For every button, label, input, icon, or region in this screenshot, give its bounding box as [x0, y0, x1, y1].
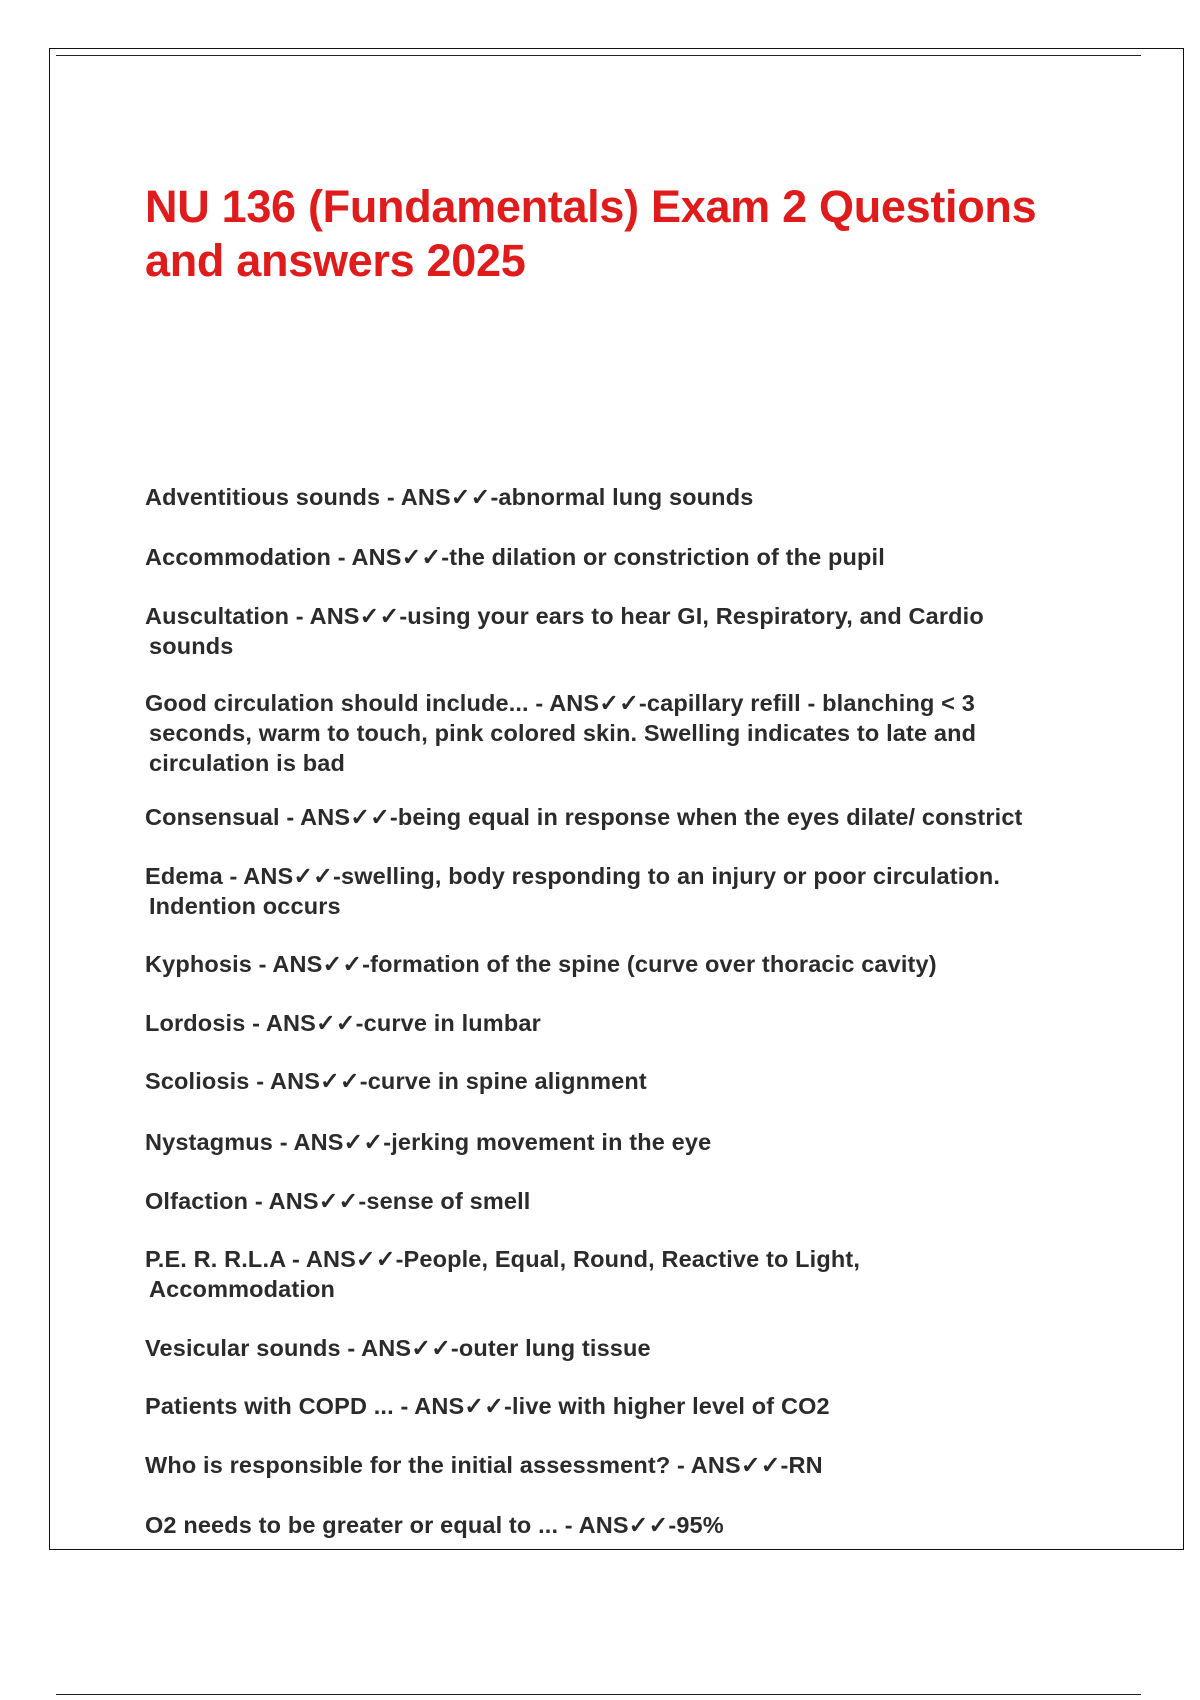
qa-line: Accommodation — [149, 1276, 336, 1302]
qa-item — [145, 1127, 1085, 1157]
qa-item — [145, 1186, 1085, 1216]
qa-item — [145, 861, 1085, 921]
qa-line: Consensual - ANS✓✓-being equal in response when the eyes dilate/ constrict — [145, 804, 1023, 830]
qa-line: P.E. R. R.L.A - ANS✓✓-People, Equal, Round, Reactive to Light, — [145, 1246, 861, 1272]
qa-line: Adventitious sounds - ANS✓✓-abnormal lung sounds — [145, 484, 754, 510]
qa-line: Auscultation - ANS✓✓-using your ears to hear GI, Respiratory, and Cardio — [145, 603, 984, 629]
qa-line: Scoliosis - ANS✓✓-curve in spine alignment — [145, 1068, 647, 1094]
qa-line: Nystagmus - ANS✓✓-jerking movement in the eye — [145, 1129, 712, 1155]
qa-item — [145, 802, 1085, 832]
qa-line: Vesicular sounds - ANS✓✓-outer lung tissue — [145, 1335, 651, 1361]
qa-line: Patients with COPD ... - ANS✓✓-live with higher level of CO2 — [145, 1393, 830, 1419]
bottom-rule — [56, 1694, 1141, 1695]
qa-line: Accommodation - ANS✓✓-the dilation or constriction of the pupil — [145, 544, 885, 570]
qa-item — [145, 1008, 1085, 1038]
qa-line: Indention occurs — [149, 893, 341, 919]
qa-item — [145, 1450, 1085, 1480]
qa-line: sounds — [149, 633, 234, 659]
qa-item — [145, 1510, 1085, 1540]
qa-line: Kyphosis - ANS✓✓-formation of the spine (curve over thoracic cavity) — [145, 951, 937, 977]
qa-line: Who is responsible for the initial assessment? - ANS✓✓-RN — [145, 1452, 823, 1478]
qa-item — [145, 1066, 1085, 1096]
document-title — [145, 180, 1105, 288]
qa-item — [145, 1391, 1085, 1421]
qa-item — [145, 542, 1085, 572]
qa-line: circulation is bad — [149, 750, 345, 776]
qa-item — [145, 949, 1085, 979]
qa-line: Olfaction - ANS✓✓-sense of smell — [145, 1188, 531, 1214]
qa-line: seconds, warm to touch, pink colored skin. Swelling indicates to late and — [149, 720, 977, 746]
qa-item — [145, 688, 1085, 778]
qa-line: O2 needs to be greater or equal to ... - ANS✓✓-95% — [145, 1512, 724, 1538]
title-line: and answers 2025 — [145, 235, 526, 286]
qa-item — [145, 1333, 1085, 1363]
qa-line: Lordosis - ANS✓✓-curve in lumbar — [145, 1010, 541, 1036]
qa-item — [145, 1244, 1085, 1304]
qa-item — [145, 601, 1085, 661]
title-line: NU 136 (Fundamentals) Exam 2 Questions — [145, 181, 1037, 232]
qa-item — [145, 482, 1085, 512]
qa-line: Edema - ANS✓✓-swelling, body responding to an injury or poor circulation. — [145, 863, 1001, 889]
top-rule — [56, 55, 1141, 56]
qa-line: Good circulation should include... - ANS✓✓-capillary refill - blanching < 3 — [145, 690, 975, 716]
